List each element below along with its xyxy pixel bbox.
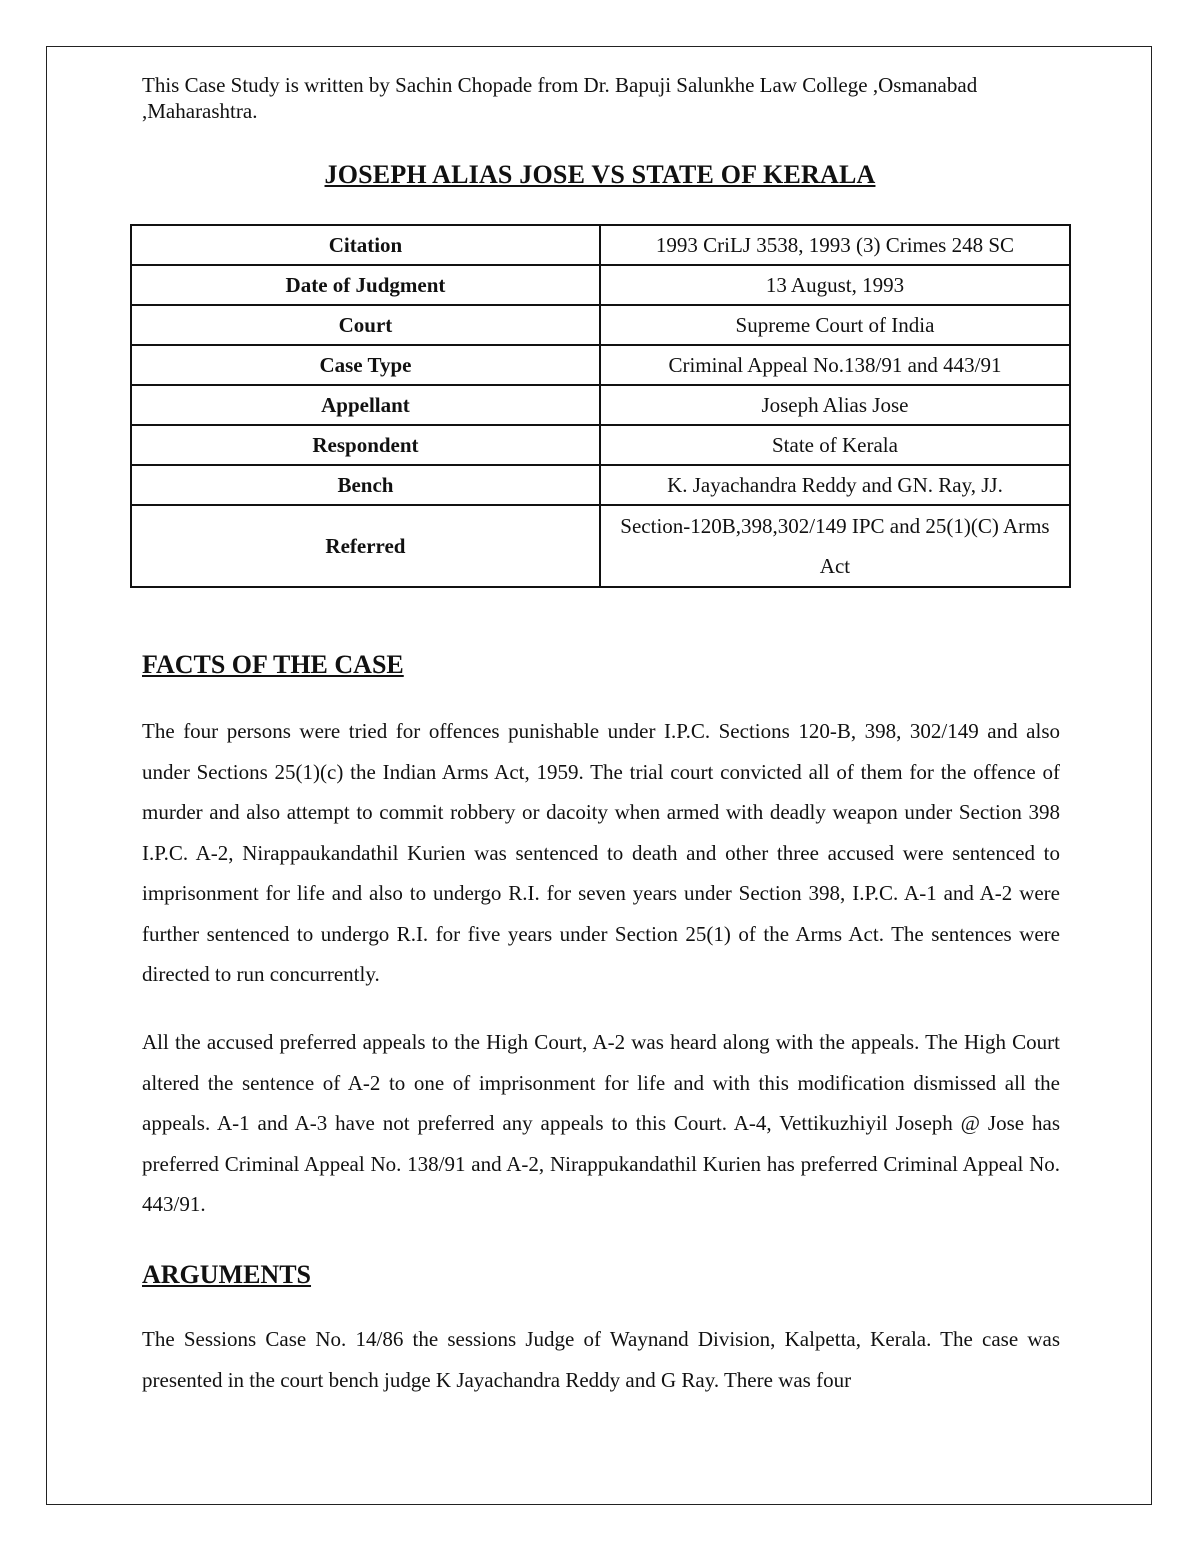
table-row xyxy=(131,225,1070,265)
row-value: Criminal Appeal No.138/91 and 443/91 xyxy=(600,345,1070,385)
table-row xyxy=(131,385,1070,425)
row-value: K. Jayachandra Reddy and GN. Ray, JJ. xyxy=(600,465,1070,505)
row-label: Appellant xyxy=(131,385,600,425)
row-value: 13 August, 1993 xyxy=(600,265,1070,305)
table-row xyxy=(131,305,1070,345)
case-info-table xyxy=(130,224,1071,588)
row-value: State of Kerala xyxy=(600,425,1070,465)
row-value: 1993 CriLJ 3538, 1993 (3) Crimes 248 SC xyxy=(600,225,1070,265)
row-label: Referred xyxy=(131,505,600,587)
case-title: JOSEPH ALIAS JOSE VS STATE OF KERALA xyxy=(324,160,876,189)
table-row xyxy=(131,465,1070,505)
author-note: This Case Study is written by Sachin Chopade from Dr. Bapuji Salunkhe Law College ,Osmanabad ,Maharashtra. xyxy=(142,73,978,123)
row-label: Date of Judgment xyxy=(131,265,600,305)
row-label: Bench xyxy=(131,465,600,505)
table-row xyxy=(131,265,1070,305)
arguments-heading: ARGUMENTS xyxy=(142,1260,312,1289)
row-label: Court xyxy=(131,305,600,345)
facts-paragraph-1: The four persons were tried for offences punishable under I.P.C. Sections 120-B, 398, 302/149 and also under Sections 25(1)(c) the Indian Arms Act, 1959. The trial court convicted all of them for the offence of murder and also attempt to commit robbery or dacoity when armed with deadly weapon under Section 398 I.P.C. A-2, Nirappaukandathil Kurien was sentenced to death and other three accused were sentenced to imprisonment for life and also to undergo R.I. for seven years under Section 398, I.P.C. A-1 and A-2 were further sentenced to undergo R.I. for five years under Section 25(1) of the Arms Act. The sentences were directed to run concurrently. xyxy=(142,719,1060,986)
facts-heading: FACTS OF THE CASE xyxy=(142,650,404,679)
row-label: Respondent xyxy=(131,425,600,465)
table-row xyxy=(131,345,1070,385)
row-label: Citation xyxy=(131,225,600,265)
row-label: Case Type xyxy=(131,345,600,385)
row-value: Section-120B,398,302/149 IPC and 25(1)(C) Arms Act xyxy=(600,505,1070,587)
arguments-paragraph-1: The Sessions Case No. 14/86 the sessions Judge of Waynand Division, Kalpetta, Kerala. The case was presented in the court bench judge K Jayachandra Reddy and G Ray. There was four xyxy=(142,1327,1060,1392)
facts-paragraph-2: All the accused preferred appeals to the High Court, A-2 was heard along with the appeals. The High Court altered the sentence of A-2 to one of imprisonment for life and with this modification dismissed all the appeals. A-1 and A-3 have not preferred any appeals to this Court. A-4, Vettikuzhiyil Joseph @ Jose has preferred Criminal Appeal No. 138/91 and A-2, Nirappukandathil Kurien has preferred Criminal Appeal No. 443/91. xyxy=(142,1030,1060,1216)
row-value: Joseph Alias Jose xyxy=(600,385,1070,425)
row-value: Supreme Court of India xyxy=(600,305,1070,345)
table-row xyxy=(131,425,1070,465)
table-row xyxy=(131,505,1070,587)
